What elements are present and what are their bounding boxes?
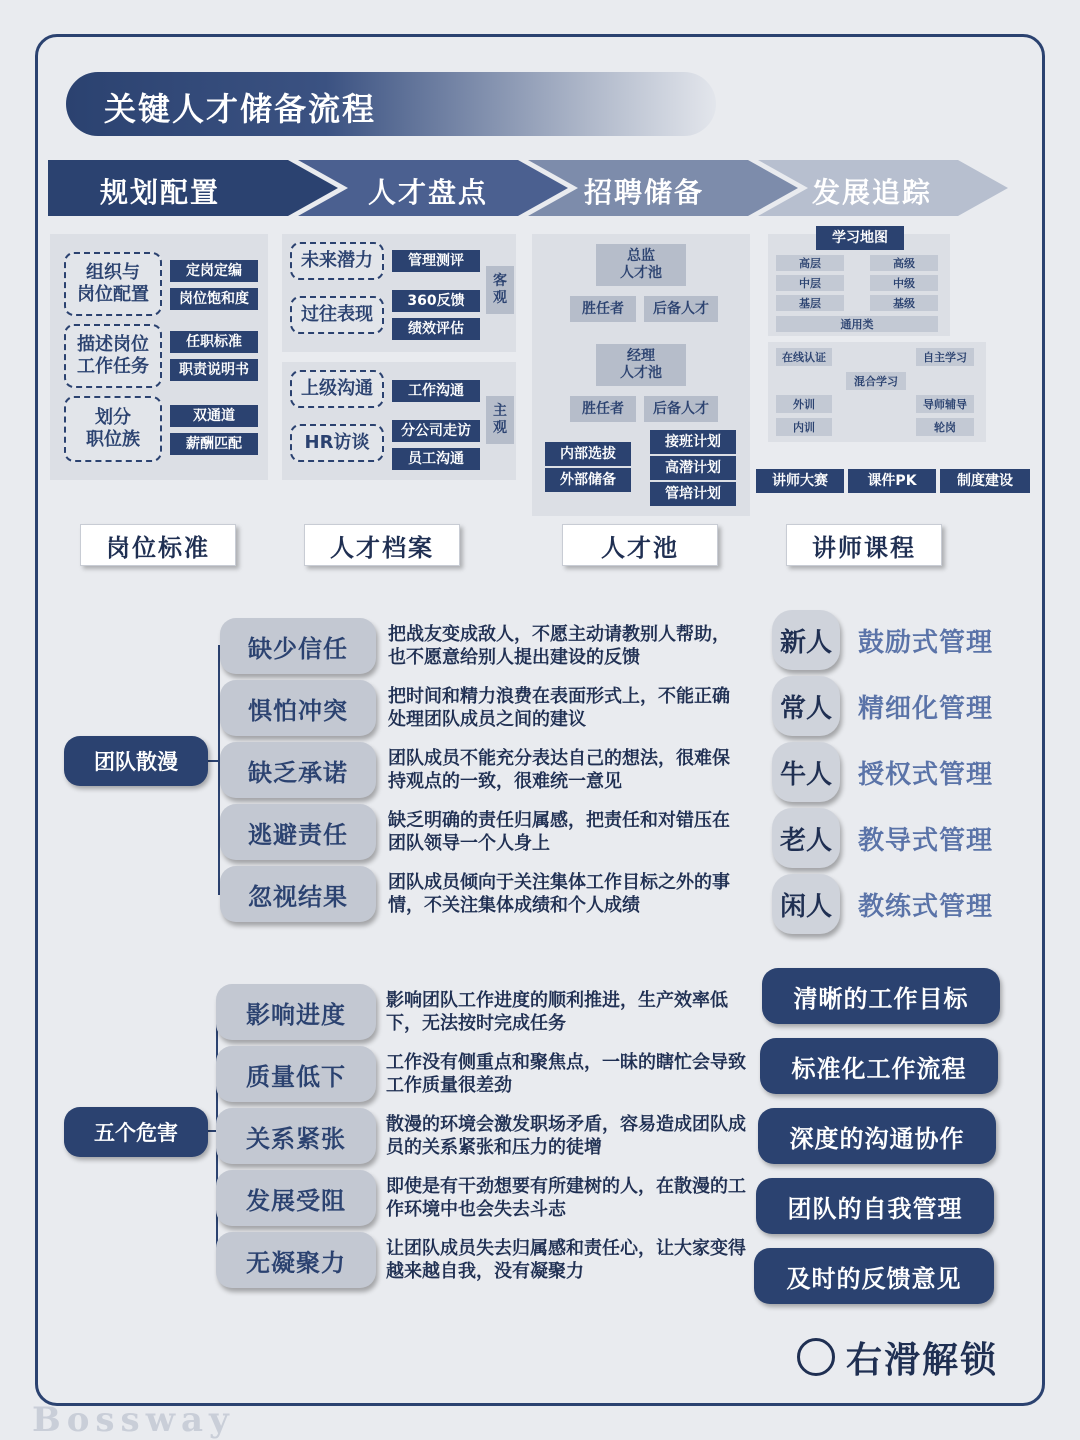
harm-desc: 散漫的环境会激发职场矛盾，容易造成团队成员的关系紧张和压力的徒增: [386, 1114, 746, 1158]
output-talent-pool: 人才池: [562, 524, 718, 566]
solution-item: 清晰的工作目标: [762, 968, 1000, 1024]
title-banner: [66, 72, 716, 136]
plan-item: 接班计划: [650, 430, 736, 454]
harm-desc: 即使是有干劲想要有所建树的人，在散漫的工作环境中也会失去斗志: [386, 1176, 746, 1220]
common-level: 通用类: [776, 316, 938, 332]
planning-group-3: 划分 职位族: [64, 396, 162, 462]
planning-item: 岗位饱和度: [170, 288, 258, 310]
issue-tag: 惧怕冲突: [220, 680, 376, 736]
subjective-tag: 主 观: [486, 396, 514, 444]
inventory-item: 工作沟通: [392, 380, 480, 402]
management-style: 授权式管理: [858, 760, 994, 790]
unlock-label[interactable]: 右滑解锁: [846, 1340, 999, 1381]
planning-item: 薪酬匹配: [170, 433, 258, 455]
person-type: 牛人: [772, 742, 840, 802]
inventory-group: 未来潜力: [290, 242, 384, 280]
stage-3: 招聘储备: [584, 176, 705, 209]
inventory-item: 员工沟通: [392, 448, 480, 470]
planning-item: 任职标准: [170, 331, 258, 353]
issue-desc: 团队成员倾向于关注集体工作目标之外的事情，不关注集体成绩和个人成绩: [388, 872, 730, 916]
harm-desc: 工作没有侧重点和聚焦点，一昧的瞎忙会导致工作质量很差劲: [386, 1052, 746, 1096]
solution-item: 团队的自我管理: [756, 1178, 994, 1234]
mode-item: 在线认证: [776, 348, 832, 366]
issue-desc: 缺乏明确的责任归属感，把责任和对错压在团队领导一个人身上: [388, 810, 730, 854]
harm-tag: 影响进度: [216, 984, 376, 1040]
level-item: 基层: [776, 295, 844, 311]
person-type: 闲人: [772, 874, 840, 934]
management-style: 精细化管理: [858, 694, 994, 724]
stage-labels: [48, 160, 1008, 216]
person-type: 老人: [772, 808, 840, 868]
planning-item: 定岗定编: [170, 260, 258, 282]
manager-pool: 经理 人才池: [596, 344, 686, 386]
mode-item: 导师辅导: [916, 395, 974, 413]
source-item: 外部储备: [545, 468, 631, 492]
issue-desc: 把战友变成敌人，不愿主动请教别人帮助，也不愿意给别人提出建设的反馈: [388, 624, 730, 668]
pool-competent: 胜任者: [570, 396, 636, 422]
pool-reserve: 后备人才: [644, 396, 718, 422]
solution-item: 标准化工作流程: [760, 1038, 998, 1094]
team-loose-label: 团队散漫: [64, 736, 208, 786]
objective-tag: 客 观: [486, 266, 514, 314]
issue-desc: 团队成员不能充分表达自己的想法，很难保持观点的一致，很难统一意见: [388, 748, 730, 792]
develop-item: 课件PK: [848, 469, 936, 493]
inventory-group: HR访谈: [290, 424, 384, 462]
management-style: 教练式管理: [858, 892, 994, 922]
person-type: 常人: [772, 676, 840, 736]
mode-item: 内训: [776, 418, 832, 436]
plan-item: 管培计划: [650, 482, 736, 506]
director-pool: 总监 人才池: [596, 244, 686, 286]
five-harms-label: 五个危害: [64, 1107, 208, 1157]
level-item: 高级: [870, 255, 938, 271]
stage-1: 规划配置: [100, 176, 221, 209]
stage-4: 发展追踪: [812, 176, 933, 209]
inventory-group: 上级沟通: [290, 370, 384, 408]
issue-tag: 缺少信任: [220, 618, 376, 674]
planning-group-1: 组织与 岗位配置: [64, 252, 162, 316]
management-style: 教导式管理: [858, 826, 994, 856]
planning-item: 双通道: [170, 405, 258, 427]
harm-desc: 影响团队工作进度的顺利推进，生产效率低下，无法按时完成任务: [386, 990, 728, 1034]
mode-item: 轮岗: [916, 418, 974, 436]
inventory-group: 过往表现: [290, 296, 384, 334]
inventory-item: 管理测评: [392, 250, 480, 272]
inventory-item: 绩效评估: [392, 318, 480, 340]
harm-tag: 发展受阻: [216, 1170, 376, 1226]
plan-item: 高潜计划: [650, 456, 736, 480]
mode-item: 外训: [776, 395, 832, 413]
solution-item: 及时的反馈意见: [754, 1248, 994, 1304]
planning-item: 职责说明书: [170, 359, 258, 381]
solution-item: 深度的沟通协作: [758, 1108, 996, 1164]
develop-item: 制度建设: [940, 469, 1030, 493]
management-style: 鼓励式管理: [858, 628, 994, 658]
output-talent-profile: 人才档案: [304, 524, 460, 566]
harm-tag: 质量低下: [216, 1046, 376, 1102]
issue-desc: 把时间和精力浪费在表面形式上，不能正确处理团队成员之间的建议: [388, 686, 730, 730]
harm-tag: 无凝聚力: [216, 1232, 376, 1288]
output-job-standard: 岗位标准: [80, 524, 236, 566]
mode-item: 自主学习: [916, 348, 974, 366]
watermark: Bossway: [32, 1400, 235, 1440]
level-item: 中级: [870, 275, 938, 291]
inventory-item: 分公司走访: [392, 420, 480, 442]
page-title: 关键人才储备流程: [104, 90, 377, 128]
pool-competent: 胜任者: [570, 296, 636, 322]
stage-2: 人才盘点: [368, 176, 489, 209]
level-item: 基级: [870, 295, 938, 311]
harm-desc: 让团队成员失去归属感和责任心，让大家变得越来越自我，没有凝聚力: [386, 1238, 746, 1282]
harm-tag: 关系紧张: [216, 1108, 376, 1164]
issue-tag: 缺乏承诺: [220, 742, 376, 798]
output-trainer-course: 讲师课程: [786, 524, 942, 566]
source-item: 内部选拔: [545, 442, 631, 466]
level-item: 中层: [776, 275, 844, 291]
unlock-circle-icon[interactable]: [797, 1338, 835, 1376]
level-item: 高层: [776, 255, 844, 271]
develop-item: 讲师大赛: [756, 469, 844, 493]
issue-tag: 忽视结果: [220, 866, 376, 922]
learning-map-title: 学习地图: [816, 226, 904, 250]
planning-group-2: 描述岗位 工作任务: [64, 324, 162, 388]
issue-tag: 逃避责任: [220, 804, 376, 860]
person-type: 新人: [772, 610, 840, 670]
mode-item: 混合学习: [846, 372, 906, 390]
inventory-item: 360反馈: [392, 290, 480, 312]
pool-reserve: 后备人才: [644, 296, 718, 322]
